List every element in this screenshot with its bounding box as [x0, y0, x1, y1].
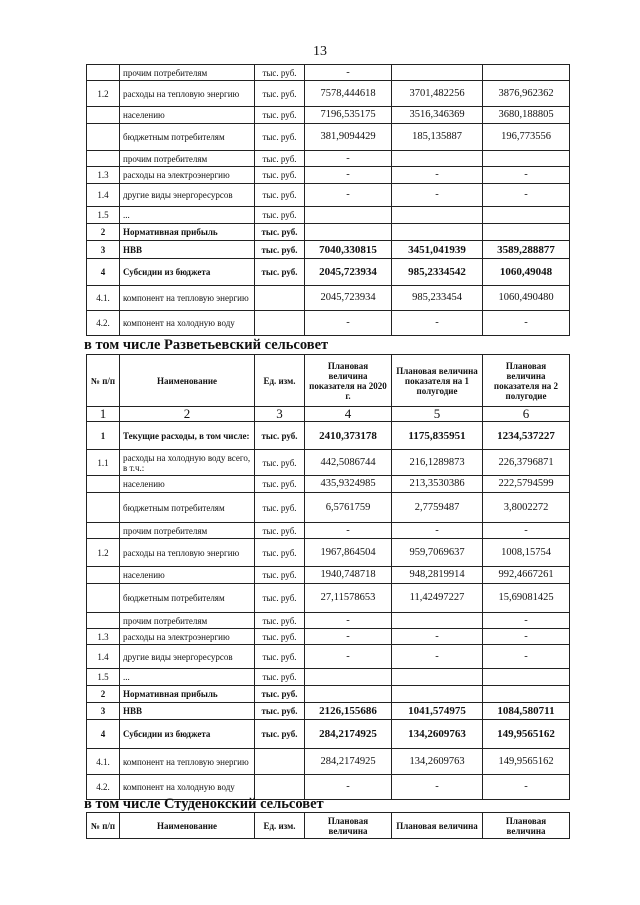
row-unit: тыс. руб. [255, 422, 305, 450]
table-row [87, 584, 570, 613]
row-value-1: 1940,748718 [305, 567, 392, 584]
table-row [87, 645, 570, 669]
row-name: ... [120, 207, 255, 224]
row-value-3: 15,69081425 [483, 584, 570, 613]
row-name: расходы на электроэнергию [120, 167, 255, 184]
row-name: населению [120, 107, 255, 124]
row-value-1 [305, 207, 392, 224]
row-unit: тыс. руб. [255, 476, 305, 493]
row-value-1: - [305, 629, 392, 645]
row-value-1: - [305, 775, 392, 800]
header-no: № п/п [87, 355, 120, 407]
row-value-2: 1041,574975 [392, 703, 483, 720]
row-value-2: - [392, 629, 483, 645]
row-unit: тыс. руб. [255, 645, 305, 669]
row-value-2: 985,2334542 [392, 259, 483, 286]
row-unit: тыс. руб. [255, 207, 305, 224]
row-number: 1.3 [87, 167, 120, 184]
row-value-3: - [483, 523, 570, 539]
column-index: 5 [392, 407, 483, 422]
column-index-row [87, 407, 570, 422]
table-row [87, 107, 570, 124]
row-number [87, 65, 120, 81]
row-number: 3 [87, 703, 120, 720]
header-plan-half1: Плановая величина показателя на 1 полугодие [392, 355, 483, 407]
row-value-1: 7196,535175 [305, 107, 392, 124]
table-row [87, 81, 570, 107]
row-name: компонент на тепловую энергию [120, 749, 255, 775]
row-value-3: - [483, 311, 570, 336]
table-studenoksky-selsovet [86, 812, 570, 839]
table-row [87, 493, 570, 523]
row-value-2: 3451,041939 [392, 241, 483, 259]
column-index: 2 [120, 407, 255, 422]
row-value-2: 948,2819914 [392, 567, 483, 584]
row-unit: тыс. руб. [255, 107, 305, 124]
header-name: Наименование [120, 355, 255, 407]
row-value-1: - [305, 151, 392, 167]
row-number: 1.5 [87, 207, 120, 224]
row-value-3: 3,8002272 [483, 493, 570, 523]
row-value-2: - [392, 775, 483, 800]
row-value-1: 381,9094429 [305, 124, 392, 151]
table-row [87, 476, 570, 493]
column-index: 6 [483, 407, 570, 422]
row-unit: тыс. руб. [255, 567, 305, 584]
row-number [87, 151, 120, 167]
row-unit: тыс. руб. [255, 686, 305, 703]
row-name: Нормативная прибыль [120, 686, 255, 703]
header-no: № п/п [87, 813, 120, 839]
row-name: ... [120, 669, 255, 686]
row-number [87, 567, 120, 584]
row-number: 1.4 [87, 184, 120, 207]
row-value-3 [483, 669, 570, 686]
row-unit: тыс. руб. [255, 81, 305, 107]
row-unit [255, 311, 305, 336]
row-value-2: 3516,346369 [392, 107, 483, 124]
row-unit: тыс. руб. [255, 65, 305, 81]
table-cost-breakdown-total [86, 64, 570, 336]
row-unit: тыс. руб. [255, 584, 305, 613]
row-value-2: - [392, 645, 483, 669]
row-unit: тыс. руб. [255, 184, 305, 207]
row-name: компонент на холодную воду [120, 311, 255, 336]
row-name: компонент на холодную воду [120, 775, 255, 800]
row-value-1: - [305, 65, 392, 81]
row-unit: тыс. руб. [255, 669, 305, 686]
row-unit: тыс. руб. [255, 720, 305, 749]
row-number: 2 [87, 224, 120, 241]
row-value-3: 3589,288877 [483, 241, 570, 259]
row-unit: тыс. руб. [255, 450, 305, 476]
row-name: Субсидии из бюджета [120, 720, 255, 749]
table-row [87, 629, 570, 645]
row-value-1: 7040,330815 [305, 241, 392, 259]
section-title-razvetyevsky: в том числе Разветьевский сельсовет [84, 337, 329, 353]
row-value-3 [483, 151, 570, 167]
row-unit: тыс. руб. [255, 629, 305, 645]
row-name: расходы на тепловую энергию [120, 81, 255, 107]
row-value-3: 3680,188805 [483, 107, 570, 124]
row-value-1 [305, 224, 392, 241]
row-number: 1 [87, 422, 120, 450]
row-value-3 [483, 207, 570, 224]
row-number: 1.2 [87, 81, 120, 107]
row-value-3: 196,773556 [483, 124, 570, 151]
row-value-2: - [392, 311, 483, 336]
row-value-2 [392, 65, 483, 81]
row-name: другие виды энергоресурсов [120, 184, 255, 207]
row-number: 3 [87, 241, 120, 259]
row-unit: тыс. руб. [255, 539, 305, 567]
row-name: компонент на тепловую энергию [120, 286, 255, 311]
row-value-1: 2126,155686 [305, 703, 392, 720]
row-unit: тыс. руб. [255, 167, 305, 184]
table-row [87, 703, 570, 720]
row-name: Субсидии из бюджета [120, 259, 255, 286]
column-index: 1 [87, 407, 120, 422]
row-number: 1.5 [87, 669, 120, 686]
row-name: прочим потребителям [120, 523, 255, 539]
row-name: бюджетным потребителям [120, 493, 255, 523]
row-value-2: - [392, 523, 483, 539]
row-name: НВВ [120, 241, 255, 259]
row-name: расходы на холодную воду всего, в т.ч.: [120, 450, 255, 476]
row-value-1: - [305, 167, 392, 184]
header-name: Наименование [120, 813, 255, 839]
table-row [87, 567, 570, 584]
table-row [87, 124, 570, 151]
row-value-3: 1084,580711 [483, 703, 570, 720]
row-value-3: 149,9565162 [483, 720, 570, 749]
row-value-2: 985,233454 [392, 286, 483, 311]
header-unit: Ед. изм. [255, 355, 305, 407]
row-name: НВВ [120, 703, 255, 720]
row-value-3: - [483, 645, 570, 669]
row-value-2: 1175,835951 [392, 422, 483, 450]
row-value-1: 284,2174925 [305, 749, 392, 775]
row-unit: тыс. руб. [255, 523, 305, 539]
row-value-2: 959,7069637 [392, 539, 483, 567]
table-row [87, 450, 570, 476]
row-number: 1.1 [87, 450, 120, 476]
row-value-1: - [305, 645, 392, 669]
row-value-3: - [483, 629, 570, 645]
row-value-2 [392, 224, 483, 241]
row-name: бюджетным потребителям [120, 584, 255, 613]
row-value-2: 134,2609763 [392, 720, 483, 749]
row-value-1: 7578,444618 [305, 81, 392, 107]
row-value-3 [483, 686, 570, 703]
row-name: прочим потребителям [120, 151, 255, 167]
row-value-3: 1234,537227 [483, 422, 570, 450]
row-value-2 [392, 686, 483, 703]
section-title-studenoksky: в том числе Студенокский сельсовет [84, 796, 324, 812]
row-number [87, 476, 120, 493]
table-row [87, 65, 570, 81]
row-number: 4.2. [87, 311, 120, 336]
row-value-3 [483, 65, 570, 81]
row-value-1: 442,5086744 [305, 450, 392, 476]
row-unit: тыс. руб. [255, 241, 305, 259]
row-number: 4 [87, 720, 120, 749]
row-number: 1.4 [87, 645, 120, 669]
row-value-1: 2045,723934 [305, 259, 392, 286]
table-row [87, 749, 570, 775]
table-row [87, 613, 570, 629]
table-header-row [87, 813, 570, 839]
row-value-2 [392, 613, 483, 629]
row-value-1 [305, 669, 392, 686]
row-name: населению [120, 567, 255, 584]
header-plan-half2: Плановая величина показателя на 2 полугодие [483, 355, 570, 407]
table-header-row [87, 355, 570, 407]
row-value-1: - [305, 613, 392, 629]
row-number [87, 493, 120, 523]
table-row [87, 167, 570, 184]
row-unit: тыс. руб. [255, 151, 305, 167]
row-value-1: - [305, 311, 392, 336]
row-value-1: 435,9324985 [305, 476, 392, 493]
row-value-2: 216,1289873 [392, 450, 483, 476]
row-number: 4.2. [87, 775, 120, 800]
row-number: 4.1. [87, 749, 120, 775]
row-value-2: 185,135887 [392, 124, 483, 151]
table-row [87, 184, 570, 207]
row-number: 4.1. [87, 286, 120, 311]
row-value-1: 2045,723934 [305, 286, 392, 311]
table-row [87, 686, 570, 703]
row-value-2: 2,7759487 [392, 493, 483, 523]
row-unit: тыс. руб. [255, 493, 305, 523]
row-name: Нормативная прибыль [120, 224, 255, 241]
row-name: Текущие расходы, в том числе: [120, 422, 255, 450]
row-value-1 [305, 686, 392, 703]
row-value-1: 284,2174925 [305, 720, 392, 749]
row-value-3: - [483, 775, 570, 800]
row-number [87, 124, 120, 151]
row-value-1: - [305, 523, 392, 539]
row-value-3: - [483, 613, 570, 629]
row-number [87, 584, 120, 613]
table-row [87, 669, 570, 686]
table-row [87, 241, 570, 259]
row-value-2 [392, 207, 483, 224]
row-value-1: 6,5761759 [305, 493, 392, 523]
row-value-1: 2410,373178 [305, 422, 392, 450]
table-razvetyevsky-selsovet [86, 354, 570, 800]
row-value-3: 1060,49048 [483, 259, 570, 286]
row-value-3: 222,5794599 [483, 476, 570, 493]
row-name: населению [120, 476, 255, 493]
row-name: прочим потребителям [120, 613, 255, 629]
header-plan-value-1: Плановая величина [305, 813, 392, 839]
table-row [87, 224, 570, 241]
table-row [87, 286, 570, 311]
row-unit: тыс. руб. [255, 224, 305, 241]
column-index: 3 [255, 407, 305, 422]
row-number: 1.3 [87, 629, 120, 645]
row-value-2 [392, 151, 483, 167]
row-name: расходы на тепловую энергию [120, 539, 255, 567]
row-number [87, 523, 120, 539]
row-name: другие виды энергоресурсов [120, 645, 255, 669]
row-value-3: 149,9565162 [483, 749, 570, 775]
table-row [87, 720, 570, 749]
row-name: прочим потребителям [120, 65, 255, 81]
row-unit [255, 749, 305, 775]
row-unit: тыс. руб. [255, 259, 305, 286]
row-number [87, 107, 120, 124]
row-unit [255, 286, 305, 311]
row-value-2: 3701,482256 [392, 81, 483, 107]
table-row [87, 422, 570, 450]
row-value-2: - [392, 167, 483, 184]
row-value-1: - [305, 184, 392, 207]
row-name: бюджетным потребителям [120, 124, 255, 151]
row-value-3: 226,3796871 [483, 450, 570, 476]
row-unit: тыс. руб. [255, 703, 305, 720]
row-value-3: 3876,962362 [483, 81, 570, 107]
row-value-1: 1967,864504 [305, 539, 392, 567]
header-plan-value-3: Плановая величина [483, 813, 570, 839]
row-value-2: - [392, 184, 483, 207]
row-value-2 [392, 669, 483, 686]
row-value-3: 1008,15754 [483, 539, 570, 567]
table-row [87, 311, 570, 336]
row-value-1: 27,11578653 [305, 584, 392, 613]
header-plan-value-2: Плановая величина [392, 813, 483, 839]
row-value-3: 1060,490480 [483, 286, 570, 311]
row-value-3: - [483, 167, 570, 184]
row-unit: тыс. руб. [255, 613, 305, 629]
page-number: 13 [313, 44, 327, 59]
row-value-3: 992,4667261 [483, 567, 570, 584]
row-value-2: 134,2609763 [392, 749, 483, 775]
row-number: 2 [87, 686, 120, 703]
table-row [87, 151, 570, 167]
table-row [87, 539, 570, 567]
header-plan-2020: Плановая величина показателя на 2020 г. [305, 355, 392, 407]
row-number: 4 [87, 259, 120, 286]
table-row [87, 207, 570, 224]
table-row [87, 259, 570, 286]
row-value-2: 11,42497227 [392, 584, 483, 613]
row-number [87, 613, 120, 629]
header-unit: Ед. изм. [255, 813, 305, 839]
column-index: 4 [305, 407, 392, 422]
row-value-3: - [483, 184, 570, 207]
row-name: расходы на электроэнергию [120, 629, 255, 645]
row-value-3 [483, 224, 570, 241]
table-row [87, 523, 570, 539]
row-unit: тыс. руб. [255, 124, 305, 151]
row-value-2: 213,3530386 [392, 476, 483, 493]
row-number: 1.2 [87, 539, 120, 567]
